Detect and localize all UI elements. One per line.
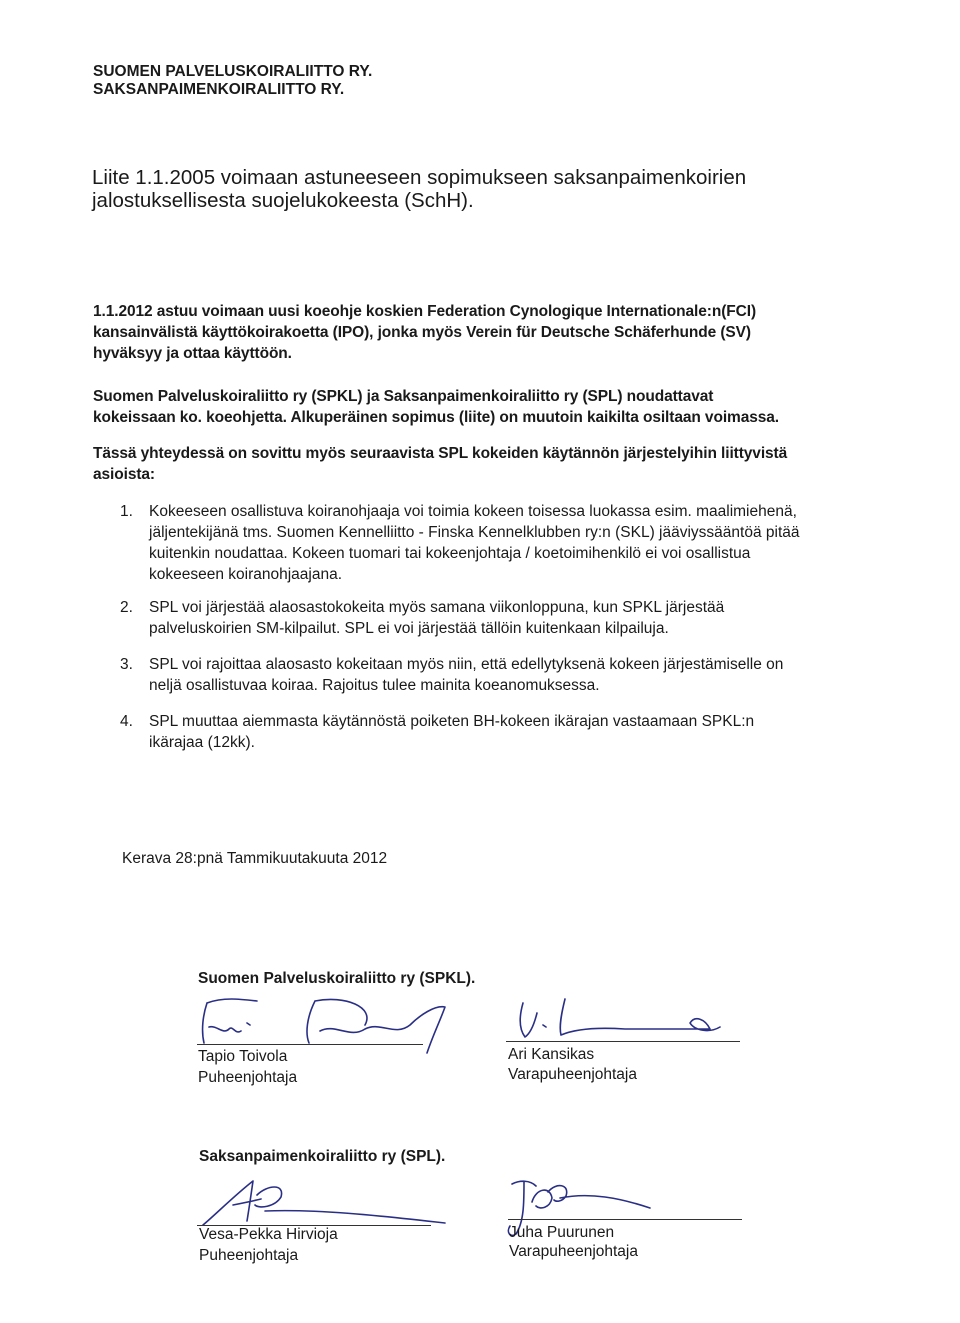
list-item-number: 1. xyxy=(120,503,133,520)
list-item-line: jäljentekijänä tms. Suomen Kennelliitto - Finska Kennelklubben ry:n (SKL) jääviyssääntöä pitää xyxy=(149,524,800,541)
intro-paragraph-2-line: kokeissaan ko. koeohjetta. Alkuperäinen sopimus (liite) on muutoin kaikilta osiltaan voimassa. xyxy=(93,409,779,426)
signatory-name: Ari Kansikas xyxy=(508,1046,595,1063)
signature-line-spkl-right xyxy=(506,1041,740,1042)
signatory-title: Varapuheenjohtaja xyxy=(508,1066,637,1083)
signature-org-spl: Saksanpaimenkoiraliitto ry (SPL). xyxy=(199,1148,446,1165)
signature-line-spkl-left xyxy=(197,1044,423,1045)
intro-paragraph-1-line: kansainvälistä käyttökoirakoetta (IPO), jonka myös Verein für Deutsche Schäferhunde (SV) xyxy=(93,324,751,341)
intro-paragraph-3 xyxy=(93,443,873,485)
signature-ari-kansikas xyxy=(505,995,745,1045)
signature-line-spl-right xyxy=(508,1219,742,1220)
list-item-line: SPL muuttaa aiemmasta käytännöstä poiketen BH-kokeen ikärajan vastaamaan SPKL:n xyxy=(149,713,755,730)
list-item-number: 2. xyxy=(120,599,133,616)
signature-vesa-pekka-hirvioja xyxy=(195,1175,455,1230)
signature-org-spkl: Suomen Palveluskoiraliitto ry (SPKL). xyxy=(198,970,476,987)
signatory-title: Varapuheenjohtaja xyxy=(509,1243,638,1260)
intro-paragraph-3-line: asioista: xyxy=(93,466,155,483)
signatory-name: Juha Puurunen xyxy=(509,1224,615,1241)
signatory-title: Puheenjohtaja xyxy=(199,1247,299,1264)
intro-paragraph-3-line: Tässä yhteydessä on sovittu myös seuraavista SPL kokeiden käytännön järjestelyihin liittyvistä xyxy=(93,445,788,462)
list-item-number: 4. xyxy=(120,713,133,730)
list-item-line: Kokeeseen osallistuva koiranohjaaja voi toimia kokeen toisessa luokassa esim. maalimiehenä, xyxy=(149,503,797,520)
list-item-line: SPL voi järjestää alaosastokokeita myös samana viikonloppuna, kun SPKL järjestää xyxy=(149,599,725,616)
intro-paragraph-2 xyxy=(93,386,873,428)
list-item-line: neljä osallistuvaa koiraa. Rajoitus tulee mainita koeanomuksessa. xyxy=(149,677,600,694)
signatory-title: Puheenjohtaja xyxy=(198,1069,298,1086)
intro-paragraph-2-line: Suomen Palveluskoiraliitto ry (SPKL) ja Saksanpaimenkoiraliitto ry (SPL) noudattavat xyxy=(93,388,714,405)
list-item-line: palveluskoirien SM-kilpailut. SPL ei voi järjestää tällöin kuitenkaan kilpailuja. xyxy=(149,620,669,637)
list-item-line: kokeeseen koiranohjaajana. xyxy=(149,566,343,583)
org-name-spl: SAKSANPAIMENKOIRALIITTO RY. xyxy=(93,81,345,98)
list-item-line: SPL voi rajoittaa alaosasto kokeitaan myös niin, että edellytyksenä kokeen järjestämiselle on xyxy=(149,656,784,673)
appendix-title-line-2: jalostuksellisesta suojelukokeesta (SchH). xyxy=(92,189,474,212)
org-name-spkl: SUOMEN PALVELUSKOIRALIITTO RY. xyxy=(93,63,373,80)
intro-paragraph-1-line: hyväksyy ja ottaa käyttöön. xyxy=(93,345,292,362)
intro-paragraph-1 xyxy=(93,301,873,364)
signatory-name: Vesa-Pekka Hirvioja xyxy=(199,1226,338,1243)
signatory-name: Tapio Toivola xyxy=(198,1048,288,1065)
intro-paragraph-1-line: 1.1.2012 astuu voimaan uusi koeohje koskien Federation Cynologique Internationale:n(FCI) xyxy=(93,303,757,320)
list-item-line: kuitenkin noudattaa. Kokeen tuomari tai kokeenjohtaja / koetoimihenkilö ei voi osallistua xyxy=(149,545,751,562)
appendix-title-line-1: Liite 1.1.2005 voimaan astuneeseen sopimukseen saksanpaimenkoirien xyxy=(92,166,747,189)
list-item-line: ikärajaa (12kk). xyxy=(149,734,255,751)
place-and-date: Kerava 28:pnä Tammikuutakuuta 2012 xyxy=(122,850,388,867)
list-item-number: 3. xyxy=(120,656,133,673)
